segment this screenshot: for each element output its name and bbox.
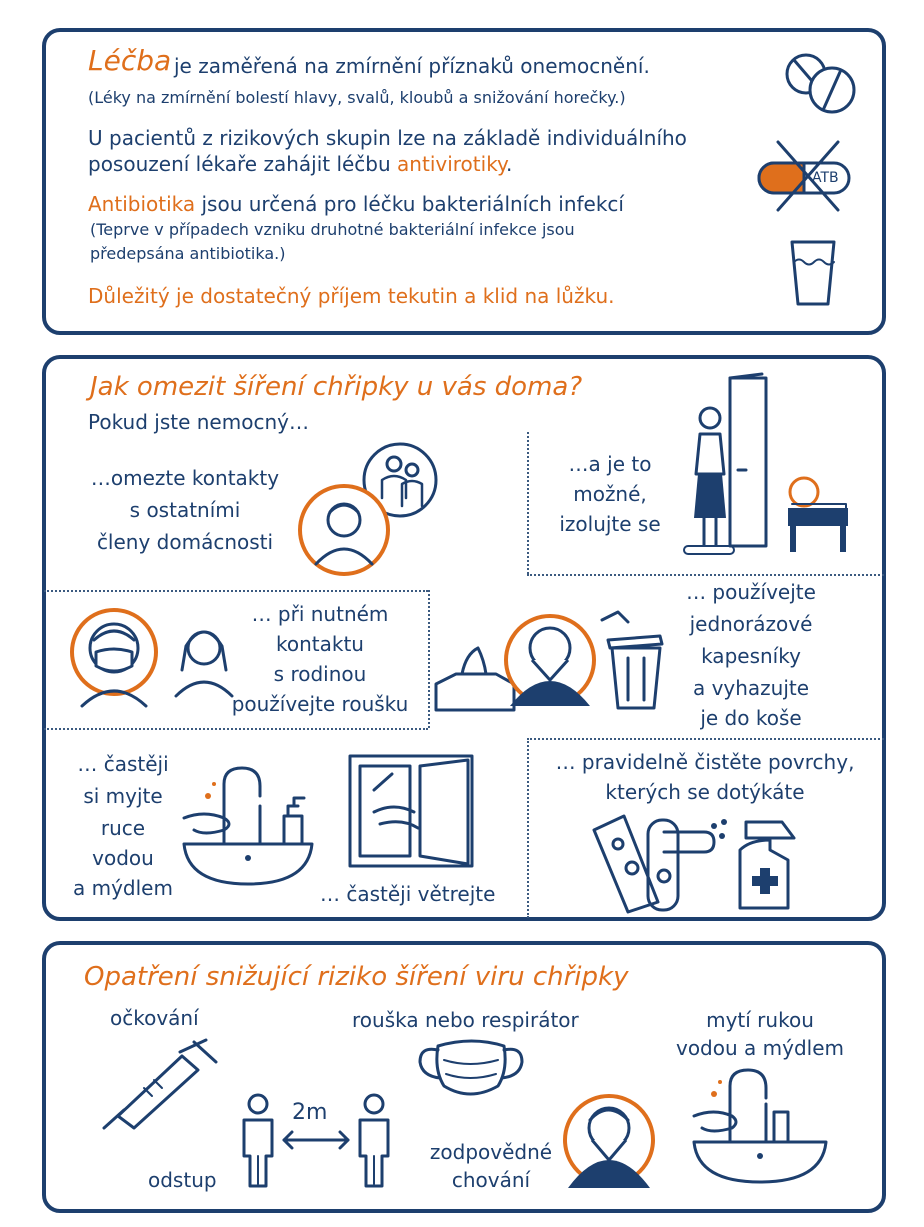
syringe-icon — [100, 1036, 220, 1132]
antiviral-word: antivirotiky — [397, 152, 507, 176]
measures-heading: Opatření snižující riziko šíření viru chřipky — [84, 962, 629, 992]
treatment-line1: je zaměřená na zmírnění příznaků onemocnění. — [174, 54, 650, 78]
divider-vertical-1 — [527, 432, 529, 574]
home-intro: Pokud jste nemocný… — [88, 410, 309, 434]
face-mask-family-icon — [68, 596, 238, 712]
handwash-label-line2: vodou a mýdlem — [675, 1036, 844, 1060]
treatment-line3a: U pacientů z rizikových skupin lze na základě individuálního — [88, 126, 687, 150]
treatment-line3 — [88, 152, 512, 176]
treatment-line4: jsou určená pro léčku bakteriálních infekcí — [201, 192, 624, 216]
distance-value: 2m — [292, 1100, 328, 1125]
treatment-line5b: předepsána antibiotika.) — [90, 244, 286, 263]
tip5-line4: vodou — [92, 846, 154, 870]
treatment-line2: (Léky na zmírnění bolestí hlavy, svalů, kloubů a snižování horečky.) — [88, 88, 626, 107]
treatment-line4-row — [88, 192, 624, 216]
water-glass-icon — [788, 238, 838, 308]
tip4-line4: a vyhazujte — [692, 676, 810, 700]
tip1-line3: členy domácnosti — [96, 530, 274, 554]
tip4-line1: … používejte — [686, 580, 816, 604]
tip1-line2: s ostatními — [129, 498, 241, 522]
divider-horizontal-1 — [527, 574, 884, 576]
tip2-line3: izolujte se — [559, 512, 661, 536]
divider-horizontal-4 — [527, 738, 884, 740]
tip7-line2: kterých se dotýkáte — [605, 780, 805, 804]
tip3-line1: … při nutném — [251, 602, 389, 626]
tip5-line5: a mýdlem — [73, 876, 173, 900]
tip5-line2: si myjte — [83, 784, 163, 808]
treatment-line5a: (Teprve v případech vzniku druhotné bakteriální infekce jsou — [90, 220, 575, 239]
pills-icon — [784, 50, 864, 120]
distance-label: odstup — [148, 1168, 217, 1192]
behaviour-label-line1: zodpovědné — [429, 1140, 553, 1164]
tip3-line2: kontaktu — [276, 632, 364, 656]
tip5-line1: … častěji — [77, 752, 169, 776]
tissues-sneeze-bin-icon — [432, 600, 682, 716]
vaccination-label: očkování — [110, 1006, 199, 1030]
antibiotic-capsule-icon — [756, 140, 856, 212]
open-window-icon — [346, 752, 476, 870]
tip4-line2: jednorázové — [689, 612, 813, 636]
tip7-line1: … pravidelně čistěte povrchy, — [555, 750, 855, 774]
self-isolation-icon — [680, 374, 850, 560]
handwash-icon — [690, 1064, 832, 1186]
tip4-line3: kapesníky — [701, 644, 801, 668]
treatment-line3b: posouzení lékaře zahájit léčbu — [88, 152, 391, 176]
antibiotics-word: Antibiotika — [88, 192, 196, 216]
handwash-label-line1: mytí rukou — [706, 1008, 814, 1032]
home-heading: Jak omezit šíření chřipky u vás doma? — [90, 372, 583, 402]
tip2-line2: možné, — [573, 482, 647, 506]
tip1-line1: …omezte kontakty — [90, 466, 280, 490]
tip3-line4: používejte roušku — [231, 692, 409, 716]
family-contact-icon — [292, 440, 442, 590]
divider-horizontal-3 — [44, 728, 428, 730]
tip2-line1: …a je to — [568, 452, 652, 476]
behaviour-label-line2: chování — [451, 1168, 531, 1192]
treatment-heading: Léčba — [88, 44, 172, 77]
treatment-line3d: . — [506, 152, 513, 176]
treatment-line6: Důležitý je dostatečný příjem tekutin a klid na lůžku. — [88, 284, 615, 308]
cleaning-surfaces-icon — [590, 810, 810, 914]
sneeze-into-elbow-icon — [560, 1084, 658, 1192]
tip4-line5: je do koše — [700, 706, 802, 730]
atb-label: ATB — [812, 170, 839, 186]
handwash-sink-icon — [180, 764, 316, 890]
tip3-line3: s rodinou — [273, 662, 367, 686]
divider-vertical-3 — [527, 738, 529, 918]
face-mask-icon — [416, 1036, 526, 1100]
tip6-text: … častěji větrejte — [320, 882, 496, 906]
divider-vertical-2 — [428, 590, 430, 728]
divider-horizontal-2 — [44, 590, 428, 592]
tip5-line3: ruce — [100, 816, 146, 840]
mask-label: rouška nebo respirátor — [352, 1008, 579, 1032]
